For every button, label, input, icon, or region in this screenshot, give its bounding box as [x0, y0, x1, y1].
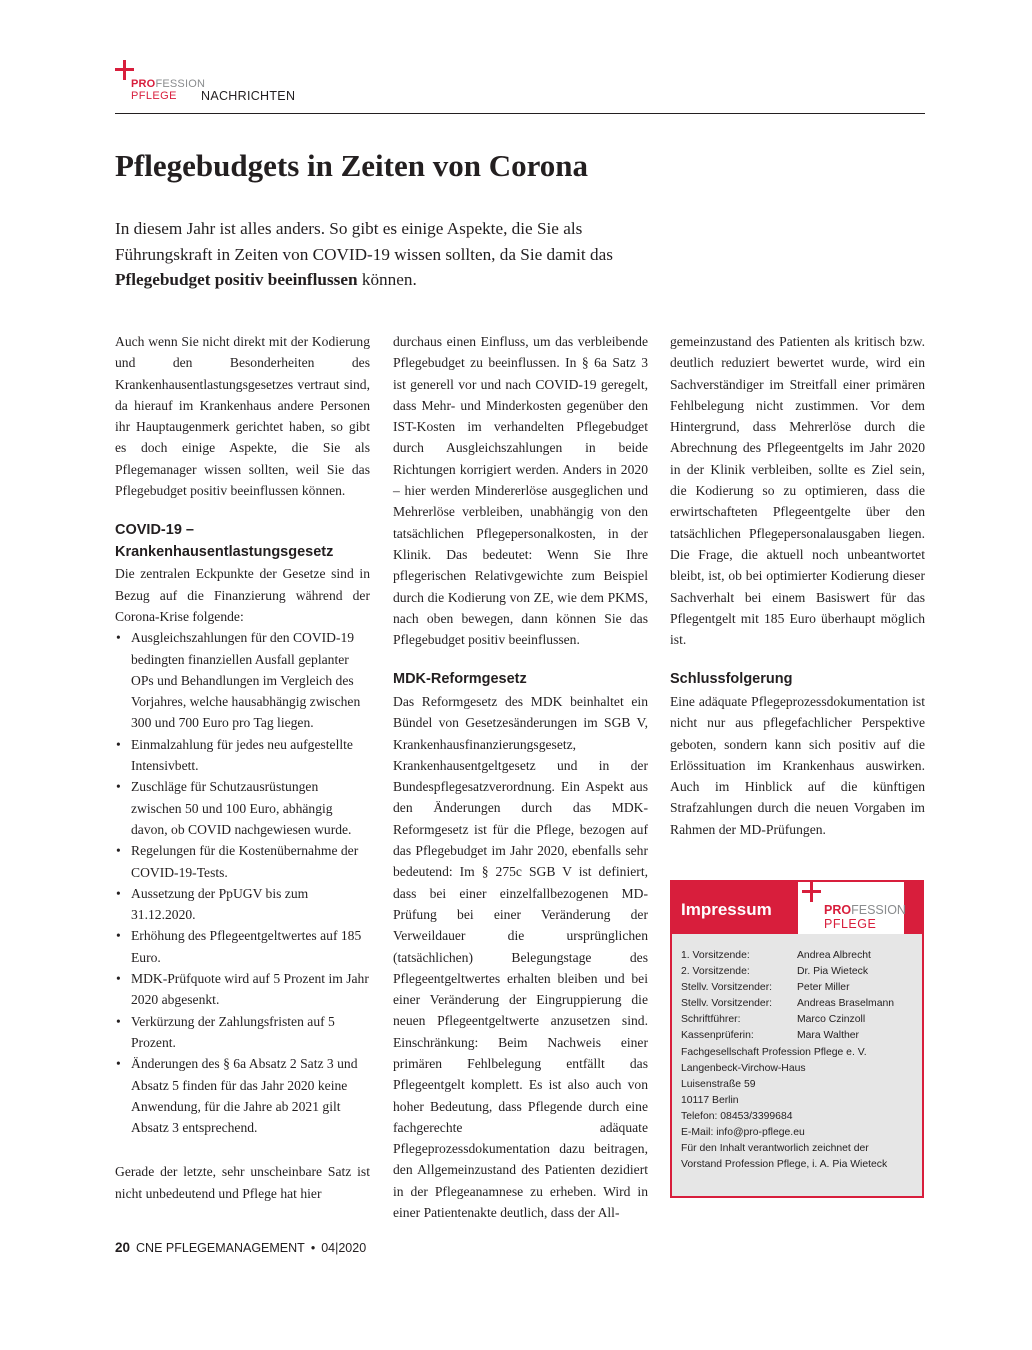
section-conclusion-text: Eine adäquate Pflegeprozessdokumentation ist nicht nur aus pflegefachlicher Perspektive geboten, sondern kann sich positiv auf die Erlössituation im Krankenhaus auswirken. Auch im Hinblick auf die künftigen Strafzahlungen durch die neuen Vorgaben im Rahmen der MD-Prüfungen.	[670, 693, 925, 837]
continuation-paragraph: gemeinzustand des Patienten als kritisch bzw. deutlich reduziert bewertet wurde, wird ein Sachverständiger im Streitfall einer primären Fehlbelegung nicht zustimmen. Vor dem Hintergrund, dass Mehrerlöse durch die Abrechnung des Pflegeentgelts im Jahr 2020 in der Klinik verbleiben, sollte es Ziel sein, die Kodierung so zu optimieren, dass die erwirtschafteten Pflegeentgelte über den tatsächlichen Pflegepersonalausgaben liegen. Die Frage, die aktuell noch unbeantwortet bleibt, ist, ob bei optimierter Kodierung dieser Sachverhalt bei einem Basiswert für das Pflegentgelt mit 185 Euro überhaupt möglich ist.	[670, 334, 925, 648]
impressum-logo	[798, 882, 904, 934]
board-member-row: Stellv. Vorsitzender: Peter Miller	[681, 982, 850, 994]
section-covid-text: Die zentralen Eckpunkte der Gesetze sind in Bezug auf die Finanzierung während der Corona-Krise folgende:	[115, 566, 370, 624]
article-title: Pflegebudgets in Zeiten von Corona	[115, 148, 589, 183]
list-item: • Zuschläge für Schutzausrüstungen zwischen 50 und 100 Euro, abhängig davon, ob COVID nachgewiesen wurde.	[115, 776, 370, 840]
issue-number: 04|2020	[321, 1241, 367, 1255]
impressum-title: Impressum	[681, 900, 772, 919]
section-heading-covid: COVID-19 – Krankenhausentlastungsgesetz	[115, 522, 334, 560]
phone-number: Telefon: 08453/3399684	[681, 1110, 793, 1122]
street-address: Luisenstraße 59	[681, 1078, 756, 1090]
list-item: • Regelungen für die Kostenübernahme der COVID-19-Tests.	[115, 840, 370, 883]
list-item: • Einmalzahlung für jedes neu aufgestellte Intensivbett.	[115, 734, 370, 777]
list-item: • Aussetzung der PpUGV bis zum 31.12.2020.	[115, 883, 370, 926]
list-item: • Erhöhung des Pflegeentgeltwertes auf 185 Euro.	[115, 925, 370, 968]
logo-text-line2: PFLEGE	[824, 917, 877, 931]
logo-text-line2: PFLEGE	[131, 90, 177, 102]
board-member-row: Kassenprüferin: Mara Walther	[681, 1030, 859, 1042]
board-member-row: Stellv. Vorsitzender: Andreas Braselmann	[681, 998, 895, 1010]
continuation-paragraph: Gerade der letzte, sehr unscheinbare Satz ist nicht unbedeutend und Pflege hat hier	[115, 1164, 370, 1201]
board-member-row: 2. Vorsitzende: Dr. Pia Wieteck	[681, 966, 869, 978]
covid-measures-list	[115, 627, 370, 1138]
logo-text-line1: PROFESSION	[131, 78, 206, 90]
section-heading-conclusion: Schlussfolgerung	[670, 671, 793, 688]
list-item: • Ausgleichszahlungen für den COVID-19 bedingten finanziellen Ausfall geplanter OPs und Behandlungen im Vergleich des Vorjahres, welche hausabhängig zwischen 300 und 700 Euro pro Tag liegen.	[115, 627, 370, 733]
article-column-1	[115, 331, 370, 1204]
section-heading-mdk: MDK-Reformgesetz	[393, 671, 527, 688]
impressum-body	[681, 948, 917, 1173]
lead-emphasis: Pflegebudget positiv beeinflussen	[115, 270, 358, 289]
footer-separator: •	[310, 1241, 316, 1255]
page-footer	[115, 1240, 366, 1255]
list-item: • Änderungen des § 6a Absatz 2 Satz 3 und Absatz 5 finden für das Jahr 2020 keine Anwendung, für die Jahre ab 2021 gilt Absatz 3 entsprechend.	[115, 1053, 370, 1138]
list-item: • Verkürzung der Zahlungsfristen auf 5 Prozent.	[115, 1011, 370, 1054]
journal-name: CNE PFLEGEMANAGEMENT	[136, 1241, 305, 1255]
section-label: NACHRICHTEN	[201, 89, 296, 103]
email-address: E-Mail: info@pro-pflege.eu	[681, 1127, 805, 1139]
article-column-3	[670, 331, 925, 840]
building-name: Langenbeck-Virchow-Haus	[681, 1062, 806, 1074]
page-header	[115, 60, 925, 114]
board-member-row: Schriftführer: Marco Czinzoll	[681, 1014, 866, 1026]
city-address: 10117 Berlin	[681, 1094, 739, 1106]
intro-paragraph: Auch wenn Sie nicht direkt mit der Kodierung und den Besonderheiten des Krankenhausentlastungsgesetzes vertraut sind, da hierauf im Krankenhaus andere Personen ihr Hauptaugenmerk gerichtet haben, so gibt es doch einige Aspekte, die Sie als Pflegemanager wissen sollten, weil Sie das Pflegebudget positiv beeinflussen können.	[115, 334, 370, 499]
responsibility-note: Für den Inhalt verantworlich zeichnet der	[681, 1143, 869, 1155]
list-item: • MDK-Prüfquote wird auf 5 Prozent im Jahr 2020 abgesenkt.	[115, 968, 370, 1011]
article-column-2	[393, 331, 648, 1223]
profession-pflege-logo	[115, 60, 206, 104]
organization-name: Fachgesellschaft Profession Pflege e. V.	[681, 1046, 867, 1058]
page-number: 20	[115, 1240, 131, 1255]
cross-logo-icon	[802, 882, 824, 904]
section-mdk-text: Das Reformgesetz des MDK beinhaltet ein Bündel von Gesetzesänderungen im SGB V, Krankenhausfinanzierungsgesetz, Krankenhausentgeltgesetz und in der Bundespflegesatzverordnung. Ein Aspekt aus den Änderungen durch das MDK-Reformgesetz ist für die Pflege, bezogen auf das Pflegebudget im Jahr 2020, ebenfalls sehr bedeutend: Im § 275c SGB V ist definiert, dass bei einer einzelfallbezogenen MD-Prüfung bei einer Veränderung der Verweildauer die ursprünglichen (tatsächlichen) Belegungstage des Pflegeentgeltwertes erhalten bleiben und bei einer Veränderung der Eingruppierung die neuen Pflegeentgeltwerte anzusetzen sind. Einschränkung: Beim Nachweis einer primären Fehlbelegung entfällt das Pflegeentgelt komplett. Es ist also auch von hoher Bedeutung, dass Pflegende durch eine fachgerechte adäquate Pflegeprozessdokumentation dazu beitragen, den Allgemeinzustand des Patienten dezidiert in der Pflegeanamnese zu erheben. Wird in einer Patientenakte deutlich, dass der All-	[393, 693, 648, 1221]
continuation-paragraph: durchaus einen Einfluss, um das verbleibende Pflegebudget zu beeinflussen. In § 6a Satz 3 ist generell vor und nach COVID-19 geregelt, dass Mehr- und Minderkosten gegenüber den IST-Kosten im verhandelten Pflegebudget durch Ausgleichszahlungen in beide Richtungen korrigiert werden. Anders in 2020 – hier werden Mindererlöse ausgeglichen und Mehrerlöse verbleiben, unabhängig von den tatsächlichen Pflegepersonalkosten, in der Klinik. Das bedeutet: Wenn Sie Ihre pflegerischen Relativgewichte zum Beispiel durch die Kodierung von ZE, wie dem PKMS, nach oben bewegen, dann können Sie das Pflegebudget positiv beeinflussen.	[393, 334, 648, 648]
impressum-header	[672, 882, 922, 934]
board-member-row: 1. Vorsitzende: Andrea Albrecht	[681, 950, 871, 961]
article-lead: In diesem Jahr ist alles anders. So gibt es einige Aspekte, die Sie als Führungskraft in Zeiten von COVID-19 wissen sollten, da Sie damit das Pflegebudget positiv beeinflussen können.	[115, 219, 613, 289]
impressum-box	[670, 880, 924, 1198]
logo-text-line1: PROFESSION	[824, 903, 906, 917]
responsibility-note: Vorstand Profession Pflege, i. A. Pia Wieteck	[681, 1159, 888, 1171]
